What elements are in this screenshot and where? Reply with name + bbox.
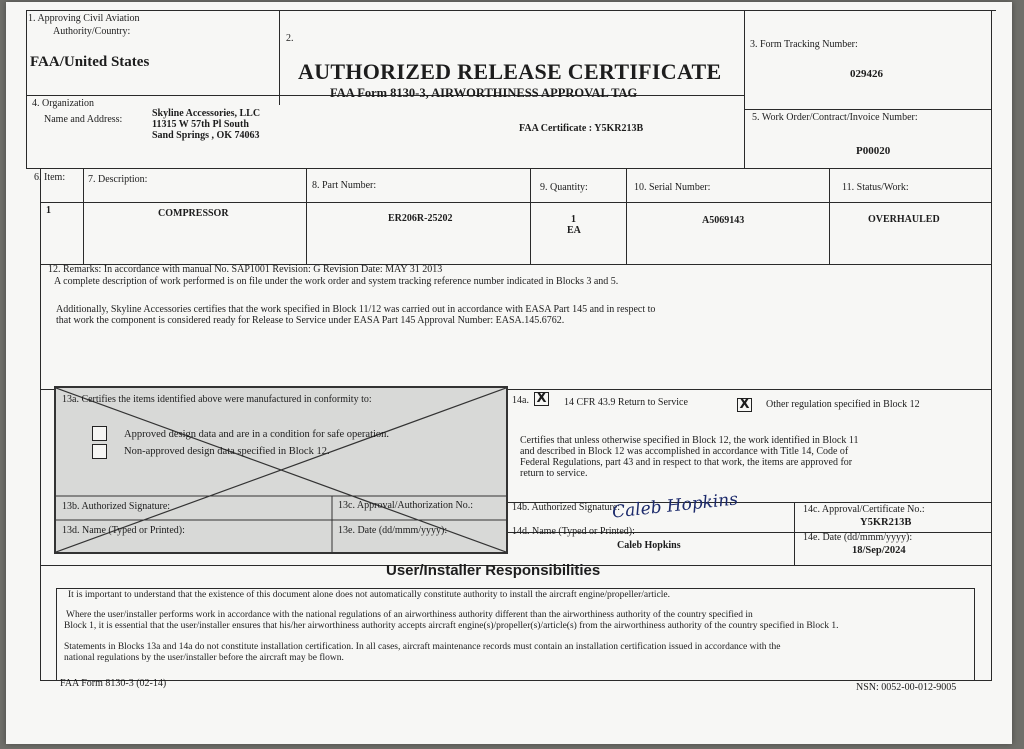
item-number: 1 <box>46 205 51 216</box>
responsibilities-p3-line2: national regulations by the user/installer before the aircraft may be flown. <box>64 653 344 663</box>
block13b-label: 13b. Authorized Signature: <box>62 501 171 512</box>
block13a-label: 13a. Certifies the items identified above were manufactured in conformity to: <box>62 394 372 405</box>
return-to-service-label: 14 CFR 43.9 Return to Service <box>564 397 688 408</box>
remarks-line-3: Additionally, Skyline Accessories certifies that the work specified in Block 11/12 was carried out in accordance with EASA Part 145 and in respect to <box>56 304 656 315</box>
resp-right <box>974 588 975 680</box>
remarks-line-1: 12. Remarks: In accordance with manual No. SAP1001 Revision: G Revision Date: MAY 31 2013 <box>48 264 443 275</box>
col-divider-1 <box>83 168 84 264</box>
block13e-label: 13e. Date (dd/mmm/yyyy): <box>338 525 448 536</box>
block13c-label: 13c. Approval/Authorization No.: <box>338 500 473 511</box>
release-date: 18/Sep/2024 <box>852 545 906 556</box>
block14a-label: 14a. <box>512 395 529 406</box>
header-serial: 10. Serial Number: <box>634 182 711 193</box>
block14d-label: 14d. Name (Typed or Printed): <box>512 526 635 537</box>
divider-resp-heading <box>56 588 974 589</box>
other-regulation-label: Other regulation specified in Block 12 <box>766 399 920 410</box>
block3-label: 3. Form Tracking Number: <box>750 39 858 50</box>
option-non-approved-design: Non-approved design data specified in Block 12. <box>124 446 330 457</box>
org-name: Skyline Accessories, LLC <box>152 108 261 119</box>
org-address-2: Sand Springs , OK 74063 <box>152 130 260 141</box>
item-quantity: 1 <box>571 214 576 225</box>
block13-crossed-out <box>54 386 508 554</box>
header-item: 6. Item: <box>34 172 66 183</box>
divider-block3-5 <box>744 109 992 110</box>
divider-block1-2 <box>279 10 280 105</box>
responsibilities-p2-line2: Block 1, it is essential that the user/installer ensures that his/her airworthiness authority accepts aircraft engine(s)/propeller(s)/article(s) from the airworthiness authority of the country specified in Block 1. <box>64 621 839 631</box>
document-subtitle: FAA Form 8130-3, AIRWORTHINESS APPROVAL TAG <box>330 86 638 100</box>
option-approved-design: Approved design data and are in a condition for safe operation. <box>124 429 390 440</box>
divider-14-col <box>794 502 795 565</box>
certification-line-4: return to service. <box>520 468 588 479</box>
block1-country: FAA/United States <box>30 54 150 70</box>
block2-label: 2. <box>286 33 294 44</box>
block4-label-1: 4. Organization <box>32 98 95 109</box>
nsn-number: NSN: 0052-00-012-9005 <box>856 682 957 693</box>
block14e-label: 14e. Date (dd/mmm/yyyy): <box>803 532 913 543</box>
certification-line-2: and described in Block 12 was accomplished in accordance with Title 14, Code of <box>520 446 849 457</box>
divider-block2-3 <box>744 10 745 168</box>
divider-items-header <box>40 202 992 203</box>
item-status: OVERHAULED <box>868 214 940 225</box>
col-divider-3 <box>530 168 531 264</box>
form-tracking-number: 029426 <box>850 68 883 80</box>
block1-label-2: Authority/Country: <box>53 26 131 37</box>
checkbox-other-regulation[interactable]: X <box>737 398 752 412</box>
border-bottom <box>40 680 992 681</box>
checkbox-return-to-service[interactable]: X <box>534 392 549 406</box>
item-description: COMPRESSOR <box>158 208 229 219</box>
header-status: 11. Status/Work: <box>842 182 909 193</box>
checkbox-approved-design[interactable] <box>92 426 107 441</box>
col-divider-2 <box>306 168 307 264</box>
org-address-1: 11315 W 57th Pl South <box>152 119 249 130</box>
item-unit: EA <box>567 225 581 236</box>
item-part-number: ER206R-25202 <box>388 213 453 224</box>
divider-header-items <box>26 168 992 169</box>
checkbox-non-approved-design[interactable] <box>92 444 107 459</box>
block14c-label: 14c. Approval/Certificate No.: <box>803 504 925 515</box>
col-divider-5 <box>829 168 830 264</box>
responsibilities-p1: It is important to understand that the existence of this document alone does not automatically constitute authority to install the aircraft engine/propeller/article. <box>68 590 671 600</box>
border-left <box>40 168 41 680</box>
header-quantity: 9. Quantity: <box>540 182 588 193</box>
header-description: 7. Description: <box>88 174 148 185</box>
responsibilities-heading: User/Installer Responsibilities <box>386 562 601 579</box>
border-top <box>26 10 996 11</box>
certification-line-3: Federal Regulations, part 43 and in respect to that work, the items are approved for <box>520 457 853 468</box>
authorized-signature: Caleb Hopkins <box>611 489 739 523</box>
header-part-number: 8. Part Number: <box>312 180 377 191</box>
responsibilities-p2-line1: Where the user/installer performs work in accordance with the national regulations of an airworthiness authority different than the airworthiness authority of the country specified in <box>66 610 753 620</box>
faa-certificate: FAA Certificate : Y5KR213B <box>519 123 644 134</box>
block1-label-1: 1. Approving Civil Aviation <box>28 13 140 24</box>
col-divider-4 <box>626 168 627 264</box>
remarks-line-4: that work the component is considered ready for Release to Service under EASA Part 145 Approval Number: EASA.145.6762. <box>56 315 565 326</box>
signer-name: Caleb Hopkins <box>617 540 681 551</box>
release-certificate-document <box>6 2 1012 744</box>
border-left-top <box>26 10 27 168</box>
form-identifier: FAA Form 8130-3 (02-14) <box>60 678 167 689</box>
responsibilities-p3-line1: Statements in Blocks 13a and 14a do not constitute installation certification. In all cases, aircraft maintenance records must contain an installation certification issued in accordance with the <box>64 642 781 652</box>
block13d-label: 13d. Name (Typed or Printed): <box>62 525 185 536</box>
item-serial: A5069143 <box>702 215 745 226</box>
work-order-number: P00020 <box>856 145 891 157</box>
block5-label: 5. Work Order/Contract/Invoice Number: <box>752 112 918 123</box>
approval-certificate-number: Y5KR213B <box>860 517 912 528</box>
block4-label-2: Name and Address: <box>44 114 123 125</box>
certification-line-1: Certifies that unless otherwise specified in Block 12, the work identified in Block 11 <box>520 435 859 446</box>
block14b-label: 14b. Authorized Signature: <box>512 502 621 513</box>
border-right <box>991 10 992 680</box>
document-title: AUTHORIZED RELEASE CERTIFICATE <box>298 59 722 84</box>
resp-left <box>56 588 57 680</box>
remarks-line-2: A complete description of work performed is on file under the work order and system tracking reference number indicated in Blocks 3 and 5. <box>54 276 619 287</box>
